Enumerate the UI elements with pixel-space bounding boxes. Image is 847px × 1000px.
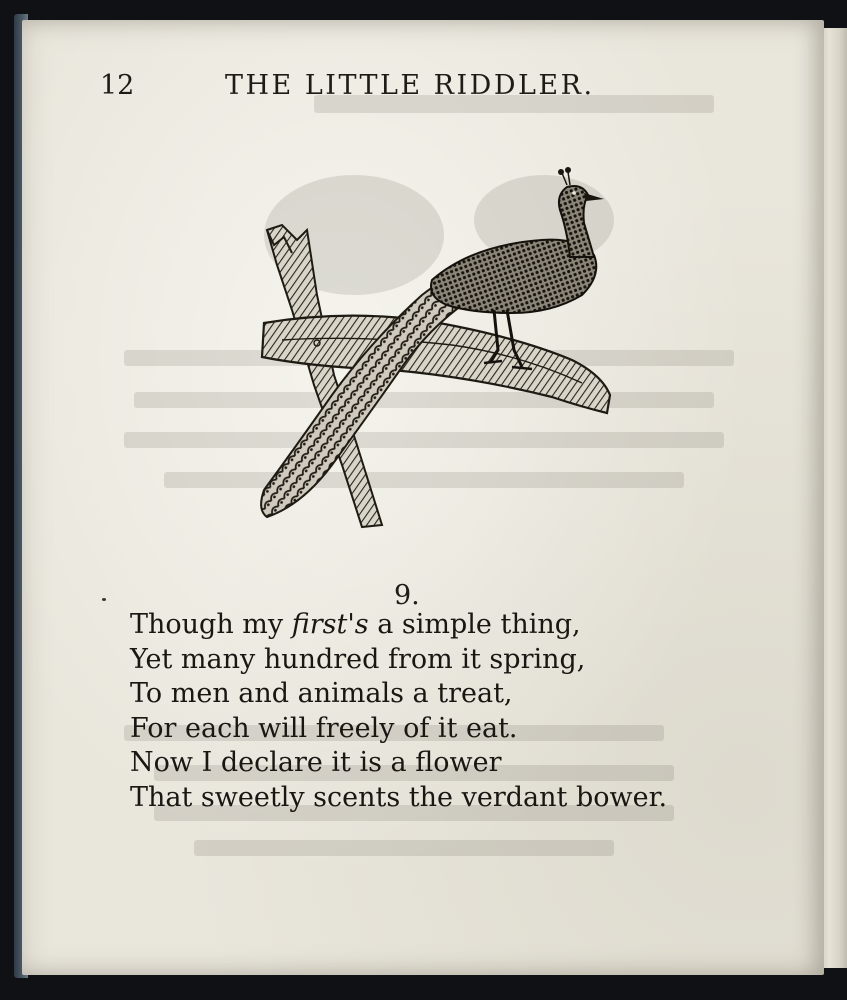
page-number: 12 [100,70,135,101]
verse-text: Though my [130,609,292,640]
verse-line-2: Yet many hundred from it spring, [130,643,586,675]
verse-line-3: To men and animals a treat, [130,678,513,709]
verse-line-5: Now I declare it is a flower [130,747,502,778]
ink-speck [102,598,106,601]
verse-line-6: That sweetly scents the verdant bower. [130,781,668,813]
riddle-number: 9. [394,580,420,611]
verse-text: a simple thing, [368,609,581,640]
verse-italic-word: first's [291,609,369,640]
verse-line-1 [130,608,790,643]
running-head [100,70,720,110]
book-title: THE LITTLE RIDDLER. [225,70,595,101]
peacock-on-branch-icon [222,145,642,545]
verse-line-4: For each will freely of it eat. [130,712,518,744]
book-page [22,20,824,975]
riddle-verse [130,608,790,815]
